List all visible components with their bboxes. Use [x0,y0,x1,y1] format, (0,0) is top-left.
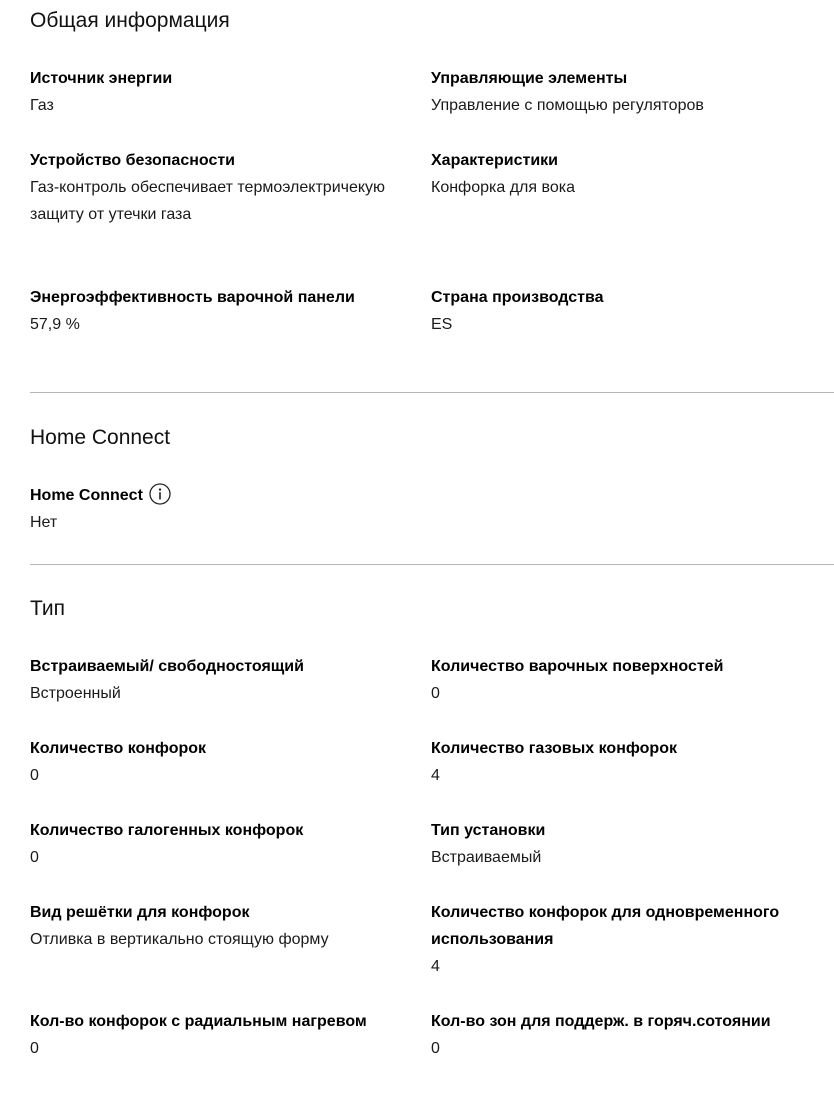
section-divider [30,564,834,565]
spec-value: Нет [30,514,58,531]
spec-energy-source [30,65,400,119]
info-icon[interactable] [149,483,171,505]
spec-value: Газ [30,97,54,114]
spec-value: 57,9 % [30,316,80,333]
spec-value: Газ-контроль обеспечивает термоэлектричекую защиту от утечки газа [30,179,386,223]
spec-halogen-burners [30,817,400,871]
spec-energy-efficiency [30,284,400,338]
spec-label: Количество конфорок для одновременного использования [431,904,780,948]
spec-label: Вид решётки для конфорок [30,904,250,921]
spec-installation-type [431,817,834,871]
spec-burners-count [30,735,400,789]
spec-label: Количество газовых конфорок [431,740,677,757]
section-title-home-connect: Home Connect [30,426,171,449]
spec-value: 0 [431,685,440,702]
spec-gas-burners-count [431,735,834,789]
spec-label: Характеристики [431,152,559,169]
spec-label: Управляющие элементы [431,70,628,87]
spec-home-connect [30,482,400,536]
spec-value: Конфорка для вока [431,179,575,196]
spec-label: Страна производства [431,289,604,306]
spec-value: 0 [30,849,39,866]
spec-value: Встраиваемый [431,849,542,866]
spec-grate-type [30,899,400,953]
spec-value: 0 [30,767,39,784]
spec-value: 0 [30,1040,39,1057]
spec-label: Кол-во зон для поддерж. в горяч.сотоянии [431,1013,771,1030]
spec-value: Управление с помощью регуляторов [431,97,704,114]
spec-label: Энергоэффективность варочной панели [30,289,355,306]
spec-label: Источник энергии [30,70,173,87]
spec-radiant-burners [30,1008,400,1062]
spec-label-text: Home Connect [30,487,143,504]
section-title-general: Общая информация [30,9,230,32]
spec-safety-device [30,147,400,228]
spec-features [431,147,834,201]
spec-label: Встраиваемый/ свободностоящий [30,658,304,675]
section-title-type: Тип [30,597,66,620]
spec-label: Устройство безопасности [30,152,236,169]
spec-label: Кол-во конфорок с радиальным нагревом [30,1013,367,1030]
spec-controls [431,65,834,119]
spec-label: Количество варочных поверхностей [431,658,724,675]
spec-value: 4 [431,767,440,784]
spec-value: Встроенный [30,685,121,702]
spec-country [431,284,834,338]
spec-simultaneous-burners [431,899,834,980]
spec-value: Отливка в вертикально стоящую форму [30,931,329,948]
spec-label: Количество галогенных конфорок [30,822,304,839]
spec-label: Количество конфорок [30,740,207,757]
spec-label [30,482,400,509]
spec-value: 0 [431,1040,440,1057]
section-divider [30,392,834,393]
spec-built-in [30,653,400,707]
spec-keep-warm-zones [431,1008,834,1062]
spec-value: 4 [431,958,440,975]
spec-value: ES [431,316,453,333]
spec-label: Тип установки [431,822,546,839]
spec-cooking-surfaces [431,653,834,707]
